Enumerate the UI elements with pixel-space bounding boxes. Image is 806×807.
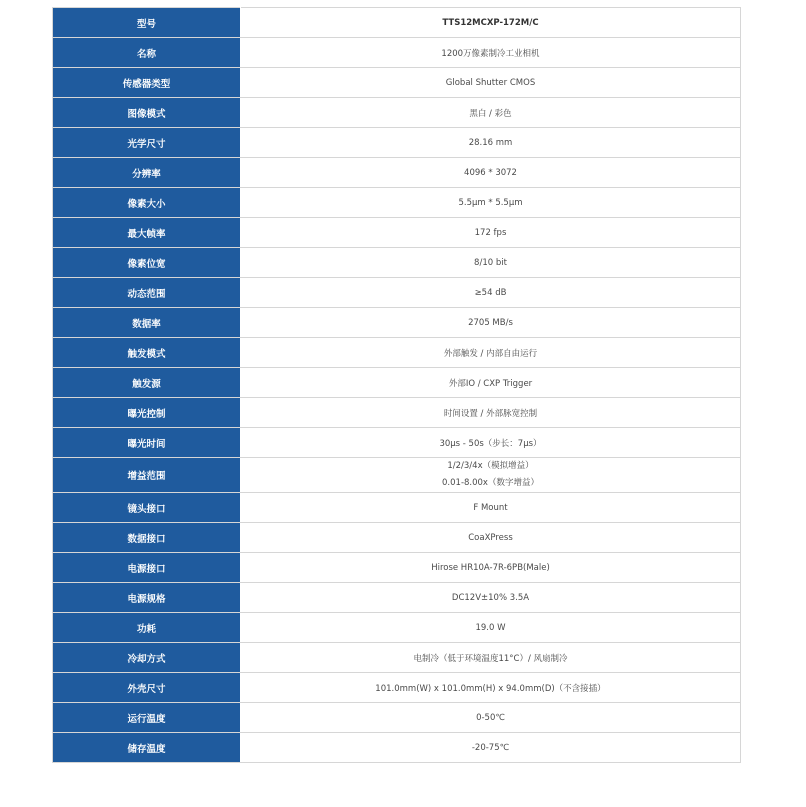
row-value-pixel-size: 5.5μm * 5.5μm: [241, 188, 741, 218]
table-row: [53, 398, 741, 428]
row-label-resolution: 分辨率: [53, 158, 241, 188]
row-label-optical-size: 光学尺寸: [53, 128, 241, 158]
row-label-operating-temp: 运行温度: [53, 703, 241, 733]
row-value-operating-temp: 0-50℃: [241, 703, 741, 733]
row-value-optical-size: 28.16 mm: [241, 128, 741, 158]
row-value-trigger-source: 外部IO / CXP Trigger: [241, 368, 741, 398]
row-label-power-spec: 电源规格: [53, 583, 241, 613]
row-value-power-connector: Hirose HR10A-7R-6PB(Male): [241, 553, 741, 583]
table-row: [53, 583, 741, 613]
row-label-bit-depth: 像素位宽: [53, 248, 241, 278]
row-value-dynamic-range: ≥54 dB: [241, 278, 741, 308]
table-row: [53, 733, 741, 763]
row-value-lens-mount: F Mount: [241, 493, 741, 523]
row-label-exposure-time: 曝光时间: [53, 428, 241, 458]
table-row: [53, 128, 741, 158]
row-label-cooling: 冷却方式: [53, 643, 241, 673]
row-value-gain-range: [241, 458, 741, 493]
row-value-housing-size: 101.0mm(W) x 101.0mm(H) x 94.0mm(D)（不含接插）: [241, 673, 741, 703]
row-label-sensor-type: 传感器类型: [53, 68, 241, 98]
table-row: [53, 68, 741, 98]
table-row: [53, 523, 741, 553]
spec-table: [52, 7, 741, 763]
row-value-name: 1200万像素制冷工业相机: [241, 38, 741, 68]
row-label-data-interface: 数据接口: [53, 523, 241, 553]
table-row: [53, 98, 741, 128]
row-value-data-interface: CoaXPress: [241, 523, 741, 553]
row-label-lens-mount: 镜头接口: [53, 493, 241, 523]
table-row: [53, 158, 741, 188]
row-label-power-connector: 电源接口: [53, 553, 241, 583]
row-value-model: TTS12MCXP-172M/C: [241, 8, 741, 38]
row-value-storage-temp: -20-75℃: [241, 733, 741, 763]
row-label-data-rate: 数据率: [53, 308, 241, 338]
row-label-pixel-size: 像素大小: [53, 188, 241, 218]
row-value-cooling: 电制冷（低于环境温度11°C）/ 风扇制冷: [241, 643, 741, 673]
table-row: [53, 248, 741, 278]
table-row: [53, 673, 741, 703]
table-row: [53, 308, 741, 338]
table-row: [53, 613, 741, 643]
table-row: [53, 368, 741, 398]
row-value-exposure-time: 30μs - 50s（步长：7μs）: [241, 428, 741, 458]
row-value-bit-depth: 8/10 bit: [241, 248, 741, 278]
row-label-exposure-control: 曝光控制: [53, 398, 241, 428]
table-row: [53, 8, 741, 38]
table-row: [53, 553, 741, 583]
row-value-power-spec: DC12V±10% 3.5A: [241, 583, 741, 613]
table-row: [53, 218, 741, 248]
table-row: [53, 428, 741, 458]
row-label-trigger-mode: 触发模式: [53, 338, 241, 368]
row-label-storage-temp: 储存温度: [53, 733, 241, 763]
row-value-trigger-mode: 外部触发 / 内部自由运行: [241, 338, 741, 368]
row-label-name: 名称: [53, 38, 241, 68]
row-label-model: 型号: [53, 8, 241, 38]
row-label-image-mode: 图像模式: [53, 98, 241, 128]
row-label-power-consumption: 功耗: [53, 613, 241, 643]
row-label-dynamic-range: 动态范围: [53, 278, 241, 308]
table-row: [53, 188, 741, 218]
table-row: [53, 278, 741, 308]
row-value-exposure-control: 时间设置 / 外部脉宽控制: [241, 398, 741, 428]
table-row: [53, 493, 741, 523]
row-label-max-frame-rate: 最大帧率: [53, 218, 241, 248]
gain-analog-text: 1/2/3/4x（模拟增益）: [447, 461, 534, 471]
table-row: [53, 703, 741, 733]
table-row: [53, 338, 741, 368]
row-value-sensor-type: Global Shutter CMOS: [241, 68, 741, 98]
gain-digital-text: 0.01-8.00x（数字增益）: [442, 478, 539, 488]
row-label-housing-size: 外壳尺寸: [53, 673, 241, 703]
row-value-image-mode: 黑白 / 彩色: [241, 98, 741, 128]
row-value-data-rate: 2705 MB/s: [241, 308, 741, 338]
row-label-gain-range: 增益范围: [53, 458, 241, 493]
spec-table-container: [52, 7, 740, 763]
table-row: [53, 458, 741, 493]
row-value-resolution: 4096 * 3072: [241, 158, 741, 188]
table-row: [53, 643, 741, 673]
row-value-max-frame-rate: 172 fps: [241, 218, 741, 248]
table-row: [53, 38, 741, 68]
row-value-power-consumption: 19.0 W: [241, 613, 741, 643]
row-label-trigger-source: 触发源: [53, 368, 241, 398]
